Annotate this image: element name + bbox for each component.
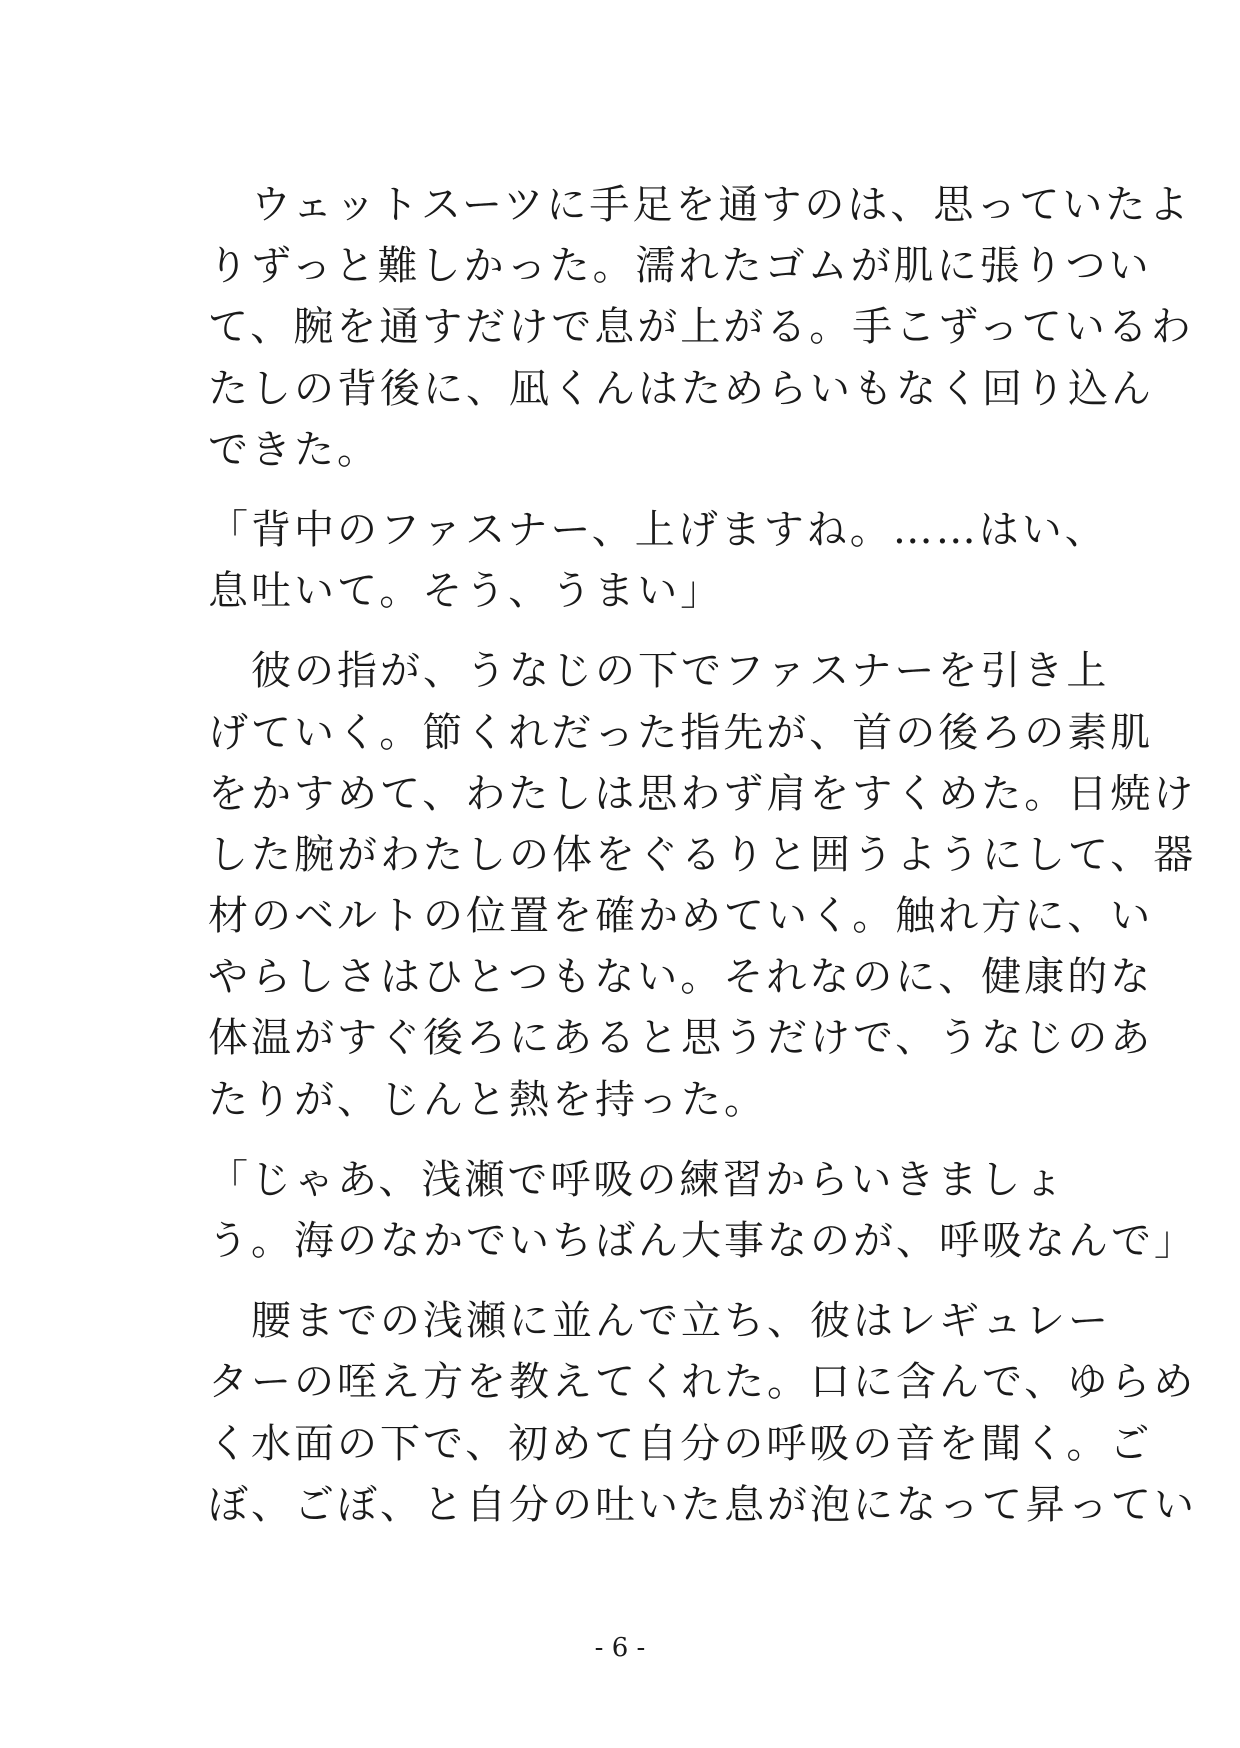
text-line: 「じゃあ、浅瀬で呼吸の練習からいきましょ (208, 1156, 1067, 1203)
text-line: 材のベルトの位置を確かめていく。触れ方に、い (208, 893, 1154, 940)
text-line: した腕がわたしの体をぐるりと囲うようにして、器 (208, 831, 1197, 878)
text-line: たりが、じんと熱を持った。 (208, 1076, 767, 1123)
text-line: 体温がすぐ後ろにあると思うだけで、うなじのあ (208, 1015, 1154, 1062)
paragraph-5 (208, 1291, 1197, 1536)
text-line: やらしさはひとつもない。それなのに、健康的な (208, 954, 1154, 1001)
text-line: できた。 (208, 426, 380, 473)
text-line: ウェットスーツに手足を通すのは、思っていたよ (208, 182, 1192, 228)
paragraph-1 (208, 175, 1194, 481)
text-line: ぼ、ごぼ、と自分の吐いた息が泡になって昇ってい (208, 1481, 1197, 1528)
text-line: て、腕を通すだけで息が上がる。手こずっているわ (208, 304, 1194, 351)
text-line: たしの背後に、凪くんはためらいもなく回り込ん (208, 365, 1154, 412)
text-line: げていく。節くれだった指先が、首の後ろの素肌 (208, 709, 1154, 756)
text-line: ターの咥え方を教えてくれた。口に含んで、ゆらめ (208, 1359, 1197, 1406)
paragraph-2-dialogue (208, 500, 1108, 622)
text-line: りずっと難しかった。濡れたゴムが肌に張りつい (208, 243, 1152, 290)
text-line: をかすめて、わたしは思わず肩をすくめた。日焼け (208, 770, 1197, 817)
page-number: - 6 - (594, 1633, 646, 1663)
text-line: う。海のなかでいちばん大事なのが、呼吸なんで」 (208, 1218, 1197, 1264)
text-line: 「背中のファスナー、上げますね。……はい、 (208, 506, 1108, 553)
text-line: 彼の指が、うなじの下でファスナーを引き上 (208, 648, 1110, 695)
text-line: く水面の下で、初めて自分の呼吸の音を聞く。ご (208, 1420, 1153, 1467)
paragraph-3 (208, 641, 1197, 1131)
text-line: 腰までの浅瀬に並んで立ち、彼はレギュレー (208, 1298, 1111, 1345)
page-body (208, 175, 1197, 1536)
paragraph-4-dialogue (208, 1150, 1197, 1272)
text-line: 息吐いて。そう、うまい」 (208, 568, 724, 615)
